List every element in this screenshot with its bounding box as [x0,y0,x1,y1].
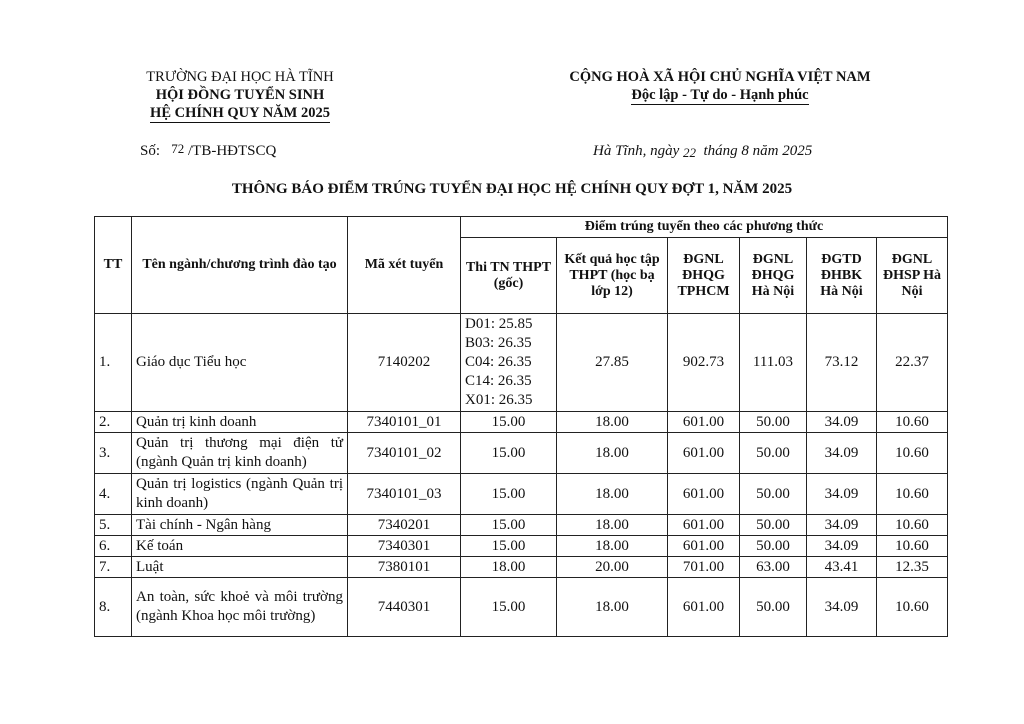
table-row [95,314,948,412]
admission-scores-table [94,216,948,637]
cell-hocba: 27.85 [557,314,668,412]
motto: Độc lập - Tự do - Hạnh phúc [631,87,809,103]
cell-dgnl-hsp: 10.60 [877,433,948,474]
cell-thpt: 18.00 [461,557,557,578]
cell-hocba: 18.00 [557,412,668,433]
cell-name: Quản trị thương mại điện tử (ngành Quản trị kinh doanh) [132,433,348,474]
col-header-thpt: Thi TN THPT (gốc) [461,238,557,314]
cell-name: Luật [132,557,348,578]
cell-dgnl-hsp: 10.60 [877,536,948,557]
cell-tt: 1. [95,314,132,412]
cell-code: 7380101 [348,557,461,578]
col-header-dgnl-hanoi: ĐGNL ĐHQG Hà Nội [740,238,807,314]
cell-dgnl-hsp: 12.35 [877,557,948,578]
col-header-dgtd-hbk: ĐGTD ĐHBK Hà Nội [807,238,877,314]
score-by-combination: C04: 26.35 [465,354,532,370]
cell-name: Tài chính - Ngân hàng [132,515,348,536]
table-row [95,474,948,515]
col-header-name: Tên ngành/chương trình đào tạo [132,217,348,314]
cell-dgnl-tphcm: 701.00 [668,557,740,578]
cell-code: 7340301 [348,536,461,557]
cell-hocba: 18.00 [557,515,668,536]
cell-tt: 8. [95,578,132,637]
cell-dgnl-tphcm: 601.00 [668,433,740,474]
col-header-tt: TT [95,217,132,314]
doc-number-value: 72 [171,141,185,156]
col-header-dgnl-hsp: ĐGNL ĐHSP Hà Nội [877,238,948,314]
cell-dgnl-tphcm: 601.00 [668,412,740,433]
cell-name: An toàn, sức khoẻ và môi trường (ngành Khoa học môi trường) [132,578,348,637]
cell-hocba: 18.00 [557,578,668,637]
table-row [95,578,948,637]
cell-code: 7340101_03 [348,474,461,515]
cell-code: 7340201 [348,515,461,536]
cell-dgnl-hsp: 10.60 [877,412,948,433]
cell-name: Quản trị kinh doanh [132,412,348,433]
header-right [545,68,895,105]
cell-tt: 6. [95,536,132,557]
table-row [95,515,948,536]
university-name: TRƯỜNG ĐẠI HỌC HÀ TĨNH [146,69,334,85]
cell-dgtd-hbk: 34.09 [807,412,877,433]
score-by-combination: C14: 26.35 [465,373,532,389]
cell-tt: 4. [95,474,132,515]
cell-hocba: 18.00 [557,433,668,474]
cell-thpt: 15.00 [461,433,557,474]
cell-dgnl-tphcm: 601.00 [668,536,740,557]
cell-dgnl-hsp: 10.60 [877,515,948,536]
col-header-hocba: Kết quả học tập THPT (học bạ lớp 12) [557,238,668,314]
country-name: CỘNG HOÀ XÃ HỘI CHỦ NGHĨA VIỆT NAM [569,69,871,85]
table-row [95,412,948,433]
cell-code: 7340101_01 [348,412,461,433]
cell-dgtd-hbk: 43.41 [807,557,877,578]
cell-hocba: 20.00 [557,557,668,578]
score-by-combination: B03: 26.35 [465,335,532,351]
cell-dgtd-hbk: 34.09 [807,474,877,515]
table-row [95,536,948,557]
cell-thpt: 15.00 [461,412,557,433]
cell-tt: 5. [95,515,132,536]
cell-tt: 3. [95,433,132,474]
program-year: HỆ CHÍNH QUY NĂM 2025 [150,105,330,121]
header-left [95,68,385,123]
cell-dgnl-hanoi: 111.03 [740,314,807,412]
table-row [95,433,948,474]
cell-thpt: 15.00 [461,536,557,557]
cell-code: 7340101_02 [348,433,461,474]
cell-name: Giáo dục Tiểu học [132,314,348,412]
cell-thpt: 15.00 [461,578,557,637]
cell-dgnl-hsp: 10.60 [877,578,948,637]
cell-thpt: 15.00 [461,474,557,515]
cell-dgtd-hbk: 34.09 [807,433,877,474]
score-by-combination: X01: 26.35 [465,392,533,408]
cell-dgnl-hanoi: 63.00 [740,557,807,578]
cell-dgnl-hanoi: 50.00 [740,412,807,433]
cell-dgnl-tphcm: 601.00 [668,474,740,515]
cell-dgnl-hanoi: 50.00 [740,433,807,474]
cell-tt: 7. [95,557,132,578]
cell-dgnl-hanoi: 50.00 [740,578,807,637]
score-by-combination: D01: 25.85 [465,316,533,332]
table-row [95,557,948,578]
cell-name: Quản trị logistics (ngành Quản trị kinh doanh) [132,474,348,515]
document-title: THÔNG BÁO ĐIỂM TRÚNG TUYỂN ĐẠI HỌC HỆ CHÍNH QUY ĐỢT 1, NĂM 2025 [231,181,793,197]
council-name: HỘI ĐỒNG TUYỂN SINH [155,87,325,103]
cell-dgnl-hanoi: 50.00 [740,474,807,515]
cell-thpt: 15.00 [461,515,557,536]
cell-code: 7140202 [348,314,461,412]
cell-hocba: 18.00 [557,536,668,557]
cell-dgnl-hanoi: 50.00 [740,515,807,536]
cell-dgtd-hbk: 34.09 [807,536,877,557]
cell-tt: 2. [95,412,132,433]
date-day: 22 [683,145,696,160]
document-number: Số: 72 /TB-HĐTSCQ [140,141,277,159]
col-header-group: Điểm trúng tuyển theo các phương thức [461,217,948,238]
col-header-dgnl-tphcm: ĐGNL ĐHQG TPHCM [668,238,740,314]
cell-dgnl-tphcm: 601.00 [668,578,740,637]
table-body [95,314,948,637]
cell-thpt-list [461,314,557,412]
cell-dgtd-hbk: 34.09 [807,515,877,536]
cell-dgnl-tphcm: 902.73 [668,314,740,412]
cell-dgnl-hanoi: 50.00 [740,536,807,557]
cell-dgnl-hsp: 10.60 [877,474,948,515]
cell-dgnl-tphcm: 601.00 [668,515,740,536]
cell-hocba: 18.00 [557,474,668,515]
cell-name: Kế toán [132,536,348,557]
cell-dgtd-hbk: 73.12 [807,314,877,412]
cell-dgnl-hsp: 22.37 [877,314,948,412]
cell-code: 7440301 [348,578,461,637]
date-line: Hà Tĩnh, ngày 22 tháng 8 năm 2025 [593,143,813,160]
col-header-code: Mã xét tuyển [348,217,461,314]
cell-dgtd-hbk: 34.09 [807,578,877,637]
